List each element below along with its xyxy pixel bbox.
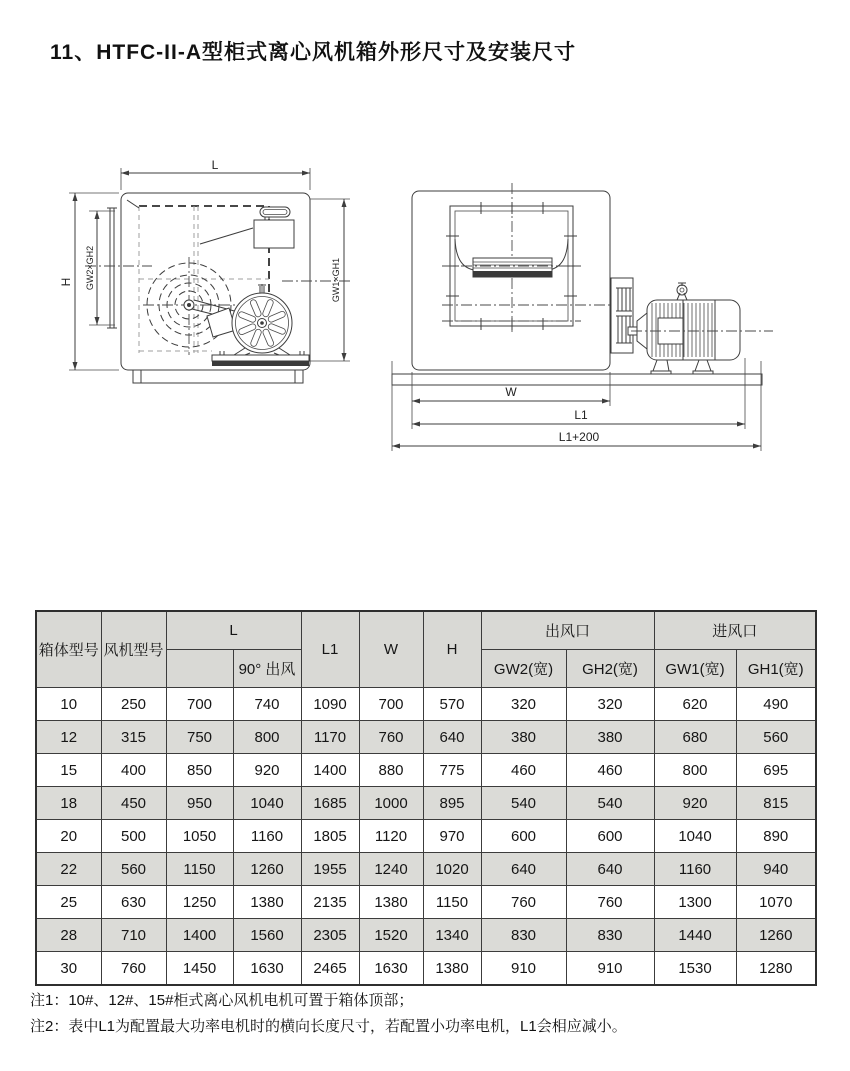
table-cell: 700: [359, 688, 423, 721]
table-cell: 640: [481, 853, 566, 886]
table-row: [36, 688, 816, 721]
table-cell: 1685: [301, 787, 359, 820]
table-cell: 15: [36, 754, 101, 787]
table-cell: 560: [101, 853, 166, 886]
note-1: 注1：10#、12#、15#柜式离心风机电机可置于箱体顶部；: [30, 992, 414, 1009]
note-2: 注2：表中L1为配置最大功率电机时的横向长度尺寸，若配置小功率电机，L1会相应减小。: [30, 1018, 627, 1035]
table-cell: 830: [481, 919, 566, 952]
table-cell: 460: [481, 754, 566, 787]
table-cell: 1090: [301, 688, 359, 721]
table-cell: 1300: [654, 886, 736, 919]
dimensions-table: [35, 610, 817, 986]
table-cell: 25: [36, 886, 101, 919]
table-cell: 680: [654, 721, 736, 754]
table-cell: 1170: [301, 721, 359, 754]
dim-label-L: L: [211, 158, 219, 172]
table-cell: 1955: [301, 853, 359, 886]
header-l-90: 90° 出风: [233, 650, 301, 688]
table-cell: 920: [654, 787, 736, 820]
pulley-assembly: [611, 278, 633, 353]
table-cell: 250: [101, 688, 166, 721]
table-cell: 760: [481, 886, 566, 919]
table-cell: 1040: [233, 787, 301, 820]
table-cell: 895: [423, 787, 481, 820]
table-cell: 600: [566, 820, 654, 853]
table-cell: 1440: [654, 919, 736, 952]
base-plate: [392, 374, 762, 385]
table-cell: 1260: [233, 853, 301, 886]
table-cell: 830: [566, 919, 654, 952]
table-cell: 640: [423, 721, 481, 754]
table-cell: 1040: [654, 820, 736, 853]
table-row: [36, 787, 816, 820]
table-cell: 320: [566, 688, 654, 721]
table-cell: 600: [481, 820, 566, 853]
drawing-side-view: [57, 156, 362, 406]
header-w: W: [359, 611, 423, 688]
table-cell: 2135: [301, 886, 359, 919]
table-cell: 760: [101, 952, 166, 986]
table-cell: 630: [101, 886, 166, 919]
table-cell: 12: [36, 721, 101, 754]
table-cell: 910: [481, 952, 566, 986]
table-cell: 1400: [301, 754, 359, 787]
header-l-plain: [166, 650, 233, 688]
table-cell: 540: [566, 787, 654, 820]
table-cell: 1120: [359, 820, 423, 853]
table-cell: 760: [359, 721, 423, 754]
table-row: [36, 721, 816, 754]
table-cell: 910: [566, 952, 654, 986]
table-cell: 1380: [423, 952, 481, 986]
table-cell: 380: [481, 721, 566, 754]
header-gw1: GW1(宽): [654, 650, 736, 688]
table-cell: 20: [36, 820, 101, 853]
table-cell: 880: [359, 754, 423, 787]
table-cell: 1280: [736, 952, 816, 986]
table-cell: 920: [233, 754, 301, 787]
header-fan-model: 风机型号: [101, 611, 166, 688]
table-cell: 710: [101, 919, 166, 952]
header-inlet-group: 进风口: [654, 611, 816, 650]
table-row: [36, 919, 816, 952]
dim-label-L1: L1: [574, 408, 588, 422]
table-cell: 1240: [359, 853, 423, 886]
table-cell: 1380: [359, 886, 423, 919]
table-cell: 450: [101, 787, 166, 820]
header-l-group: L: [166, 611, 301, 650]
table-row: [36, 853, 816, 886]
table-cell: 1340: [423, 919, 481, 952]
dim-label-L1-200: L1+200: [558, 430, 600, 444]
table-cell: 1050: [166, 820, 233, 853]
table-cell: 620: [654, 688, 736, 721]
table-cell: 1150: [423, 886, 481, 919]
table-cell: 380: [566, 721, 654, 754]
table-cell: 540: [481, 787, 566, 820]
dim-label-inlet: GW1×GH1: [331, 257, 341, 303]
motor: [628, 283, 773, 374]
table-row: [36, 952, 816, 986]
table-cell: 2305: [301, 919, 359, 952]
table-cell: 315: [101, 721, 166, 754]
table-cell: 500: [101, 820, 166, 853]
table-cell: 1250: [166, 886, 233, 919]
table-cell: 775: [423, 754, 481, 787]
notes: [30, 988, 627, 1040]
dim-label-W: W: [505, 385, 517, 399]
table-cell: 970: [423, 820, 481, 853]
table-cell: 740: [233, 688, 301, 721]
header-box-model: 箱体型号: [36, 611, 101, 688]
table-cell: 10: [36, 688, 101, 721]
table-cell: 2465: [301, 952, 359, 986]
table-cell: 1020: [423, 853, 481, 886]
table-cell: 1160: [233, 820, 301, 853]
table-cell: 750: [166, 721, 233, 754]
header-gw2: GW2(宽): [481, 650, 566, 688]
table-cell: 890: [736, 820, 816, 853]
table-cell: 940: [736, 853, 816, 886]
page-title: 11、HTFC-II-A型柜式离心风机箱外形尺寸及安装尺寸: [50, 41, 577, 64]
drawing-front-view: [385, 163, 780, 463]
header-gh1: GH1(宽): [736, 650, 816, 688]
dimension-length: [121, 158, 310, 190]
table-cell: 1150: [166, 853, 233, 886]
table-cell: 1560: [233, 919, 301, 952]
table-cell: 700: [166, 688, 233, 721]
table-row: [36, 754, 816, 787]
table-cell: 1160: [654, 853, 736, 886]
table-cell: 1000: [359, 787, 423, 820]
dim-label-outlet: GW2×GH2: [85, 245, 95, 291]
table-cell: 1380: [233, 886, 301, 919]
table-cell: 1520: [359, 919, 423, 952]
table-cell: 400: [101, 754, 166, 787]
header-gh2: GH2(宽): [566, 650, 654, 688]
table-cell: 760: [566, 886, 654, 919]
table-cell: 1070: [736, 886, 816, 919]
table-cell: 22: [36, 853, 101, 886]
table-cell: 320: [481, 688, 566, 721]
table-row: [36, 886, 816, 919]
table-cell: 1630: [233, 952, 301, 986]
table-cell: 950: [166, 787, 233, 820]
table-cell: 1260: [736, 919, 816, 952]
table-cell: 1805: [301, 820, 359, 853]
table-body: [36, 688, 816, 986]
table-cell: 30: [36, 952, 101, 986]
header-l1: L1: [301, 611, 359, 688]
table-cell: 570: [423, 688, 481, 721]
table-cell: 18: [36, 787, 101, 820]
table-cell: 1530: [654, 952, 736, 986]
table-cell: 850: [166, 754, 233, 787]
dim-label-H: H: [59, 277, 73, 287]
table-cell: 640: [566, 853, 654, 886]
table-cell: 460: [566, 754, 654, 787]
table-cell: 490: [736, 688, 816, 721]
table-header: [36, 611, 816, 688]
table-cell: 800: [654, 754, 736, 787]
header-h: H: [423, 611, 481, 688]
header-outlet-group: 出风口: [481, 611, 654, 650]
table-cell: 1400: [166, 919, 233, 952]
table-cell: 1450: [166, 952, 233, 986]
table-cell: 28: [36, 919, 101, 952]
table-cell: 800: [233, 721, 301, 754]
table-cell: 815: [736, 787, 816, 820]
table-row: [36, 820, 816, 853]
table-cell: 695: [736, 754, 816, 787]
table-cell: 1630: [359, 952, 423, 986]
table-cell: 560: [736, 721, 816, 754]
